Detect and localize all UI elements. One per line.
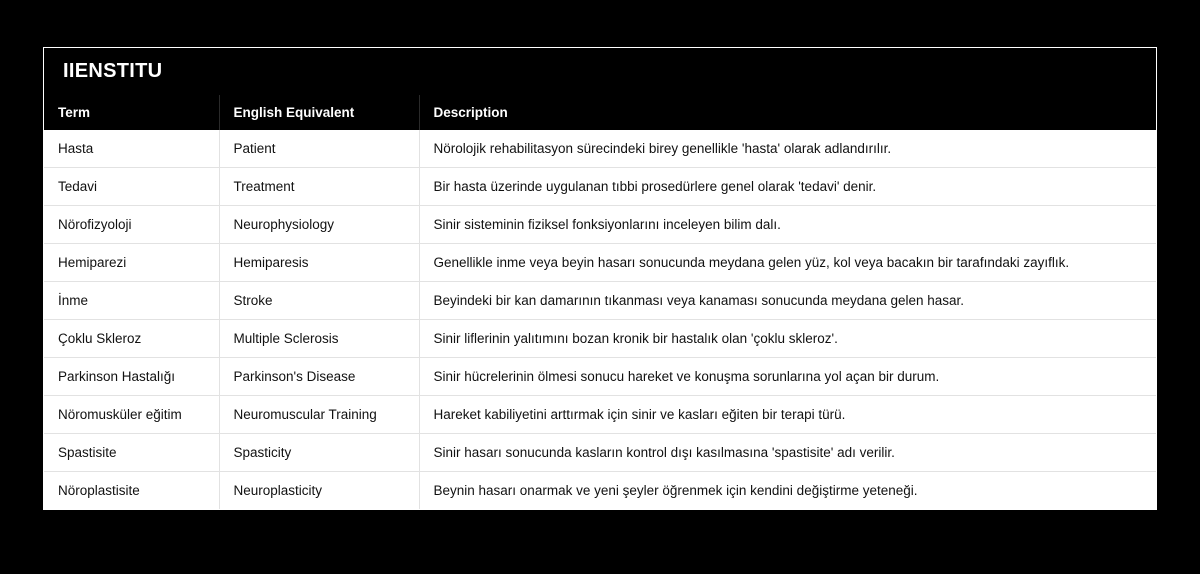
table-row [44,168,1156,206]
cell-english: Treatment [219,168,419,206]
cell-description: Sinir hücrelerinin ölmesi sonucu hareket ve konuşma sorunlarına yol açan bir durum. [419,358,1156,396]
cell-english: Neuromuscular Training [219,396,419,434]
brand-header [44,48,1156,95]
table-row [44,130,1156,168]
cell-description: Beynin hasarı onarmak ve yeni şeyler öğrenmek için kendini değiştirme yeteneği. [433,483,918,498]
table-row [44,434,1156,472]
glossary-card [43,47,1157,510]
cell-term: Parkinson Hastalığı [44,358,219,396]
table-header-row [44,95,1156,130]
table-body [44,130,1156,509]
brand-title: IIENSTITU [63,60,163,82]
cell-english: Stroke [219,282,419,320]
cell-term: İnme [44,282,219,320]
cell-term: Tedavi [44,168,219,206]
table-row [44,244,1156,282]
cell-english: Neurophysiology [219,206,419,244]
table-row [44,472,1156,510]
cell-english: Neuroplasticity [219,472,419,510]
cell-english: Patient [219,130,419,168]
table-row [44,320,1156,358]
cell-english: Spasticity [219,434,419,472]
cell-description: Sinir liflerinin yalıtımını bozan kronik bir hastalık olan 'çoklu skleroz'. [419,320,1156,358]
table-row [44,358,1156,396]
column-header-description: Description [419,95,1156,130]
column-header-english-equivalent: English Equivalent [219,95,419,130]
cell-description: Hareket kabiliyetini arttırmak için sinir ve kasları eğiten bir terapi türü. [419,396,1156,434]
cell-description: Sinir hasarı sonucunda kasların kontrol dışı kasılmasına 'spastisite' adı verilir. [419,434,1156,472]
cell-term: Nöromusküler eğitim [44,396,219,434]
table-row [44,396,1156,434]
cell-term: Nörofizyoloji [44,206,219,244]
cell-description: Bir hasta üzerinde uygulanan tıbbi prosedürlere genel olarak 'tedavi' denir. [419,168,1156,206]
cell-description: Nörolojik rehabilitasyon sürecindeki birey genellikle 'hasta' olarak adlandırılır. [419,130,1156,168]
table-row [44,282,1156,320]
table-row [44,206,1156,244]
cell-description: Beyindeki bir kan damarının tıkanması veya kanaması sonucunda meydana gelen hasar. [419,282,1156,320]
cell-term: Hasta [44,130,219,168]
cell-english: Parkinson's Disease [219,358,419,396]
table-header [44,95,1156,130]
cell-description: Genellikle inme veya beyin hasarı sonucunda meydana gelen yüz, kol veya bacakın bir tarafındaki zayıflık. [419,244,1156,282]
cell-term: Nöroplastisite [44,472,219,510]
glossary-table [44,95,1156,509]
column-header-term: Term [44,95,219,130]
cell-description: Sinir sisteminin fiziksel fonksiyonlarını inceleyen bilim dalı. [419,206,1156,244]
cell-english: Hemiparesis [219,244,419,282]
cell-english: Multiple Sclerosis [219,320,419,358]
cell-term: Hemiparezi [44,244,219,282]
cell-term: Spastisite [44,434,219,472]
cell-term: Çoklu Skleroz [44,320,219,358]
